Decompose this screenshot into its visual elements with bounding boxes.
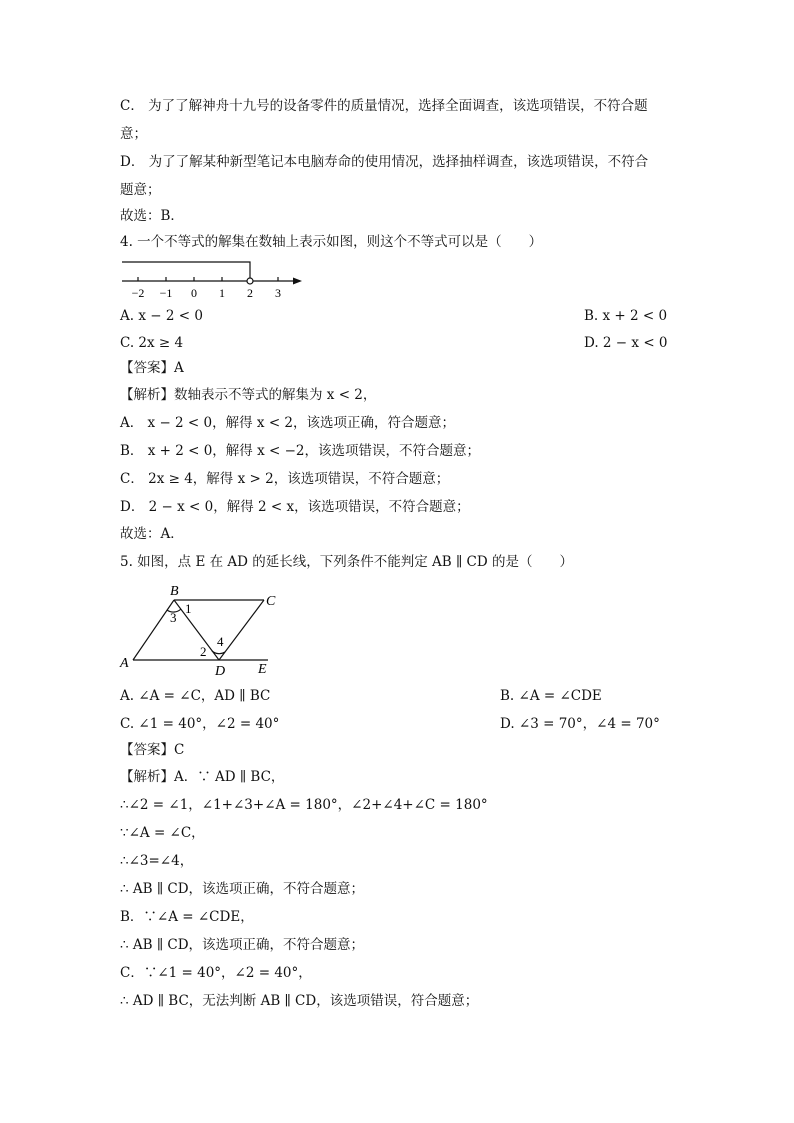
point-label-b: B (170, 584, 179, 599)
prev-option-d-line1: D． 为了了解某种新型笔记本电脑寿命的使用情况，选择抽样调查，该选项错误，不符合 (120, 154, 649, 170)
tick-label: 1 (219, 286, 225, 300)
point-label-c: C (266, 594, 276, 609)
q5-analysis-line: B．∵∠A = ∠CDE， (120, 909, 254, 925)
q5-option-d: D. ∠3 = 70°，∠4 = 70° (500, 716, 660, 732)
q5-analysis-line: 【解析】A．∵ AD ∥ BC， (120, 769, 285, 785)
angle-label-4: 4 (217, 634, 224, 649)
prev-conclusion: 故选：B． (120, 208, 184, 224)
q5-analysis-line: ∴∠3=∠4， (120, 853, 194, 869)
prev-option-c-line1: C． 为了了解神舟十九号的设备零件的质量情况，选择全面调查，该选项错误，不符合题 (120, 98, 648, 114)
q5-analysis-line: C．∵∠1 = 40°，∠2 = 40°， (120, 965, 312, 981)
q4-analysis-line: A． x − 2 < 0，解得 x < 2，该选项正确，符合题意； (120, 415, 456, 431)
q4-option-a: A. x − 2 < 0 (120, 308, 203, 324)
tick-label: −1 (159, 286, 173, 300)
q5-geometry-figure (116, 580, 286, 680)
point-label-e: E (258, 662, 267, 677)
tick-label: 0 (191, 286, 197, 300)
axis-arrow-icon (293, 278, 302, 285)
q5-analysis-line: ∴ AD ∥ BC，无法判断 AB ∥ CD，该选项错误，符合题意； (120, 993, 479, 1009)
q4-analysis-line: B． x + 2 < 0，解得 x < −2，该选项错误，不符合题意； (120, 443, 480, 459)
angle-label-3: 3 (170, 610, 177, 625)
point-label-a: A (120, 656, 129, 671)
q5-analysis-line: ∴∠2 = ∠1，∠1+∠3+∠A = 180°，∠2+∠4+∠C = 180° (120, 797, 488, 813)
q5-analysis-line: ∴ AB ∥ CD，该选项正确，不符合题意； (120, 881, 365, 897)
tick-label: −2 (131, 286, 145, 300)
prev-option-c-line2: 意； (120, 126, 147, 142)
solution-set-bracket (122, 262, 250, 278)
tick-label: 3 (275, 286, 281, 300)
angle-label-2: 2 (200, 644, 207, 659)
tick-label: 2 (247, 286, 253, 300)
q4-analysis-line: D． 2 − x < 0，解得 2 < x，该选项错误，不符合题意； (120, 499, 470, 515)
q5-option-b: B. ∠A = ∠CDE (500, 688, 602, 704)
open-endpoint-icon (247, 278, 253, 284)
q5-option-a: A. ∠A = ∠C，AD ∥ BC (120, 688, 271, 704)
prev-option-d-line2: 题意； (120, 182, 161, 198)
q5-option-c: C. ∠1 = 40°，∠2 = 40° (120, 716, 280, 732)
q5-analysis-line: ∵∠A = ∠C， (120, 825, 205, 841)
q5-answer: 【答案】C (120, 742, 185, 758)
q5-stem: 5. 如图，点 E 在 AD 的延长线，下列条件不能判定 AB ∥ CD 的是（ ） (120, 554, 573, 570)
q4-analysis-line: C． 2x ≥ 4，解得 x > 2，该选项错误，不符合题意； (120, 471, 450, 487)
point-label-d: D (215, 664, 226, 679)
q4-answer: 【答案】A (120, 360, 184, 376)
segment-cd (219, 600, 264, 660)
q4-option-d: D. 2 − x < 0 (584, 335, 668, 351)
angle-label-1: 1 (185, 601, 192, 616)
q5-analysis-line: ∴ AB ∥ CD，该选项正确，不符合题意； (120, 937, 365, 953)
segment-ab (133, 600, 174, 660)
q4-analysis-line: 故选：A． (120, 526, 184, 542)
q4-stem: 4. 一个不等式的解集在数轴上表示如图，则这个不等式可以是（ ） (120, 234, 543, 250)
q4-number-line (118, 256, 308, 300)
q4-option-b: B. x + 2 < 0 (584, 308, 668, 324)
q4-analysis-line: 【解析】数轴表示不等式的解集为 x < 2， (120, 387, 377, 403)
q4-option-c: C. 2x ≥ 4 (120, 335, 184, 351)
